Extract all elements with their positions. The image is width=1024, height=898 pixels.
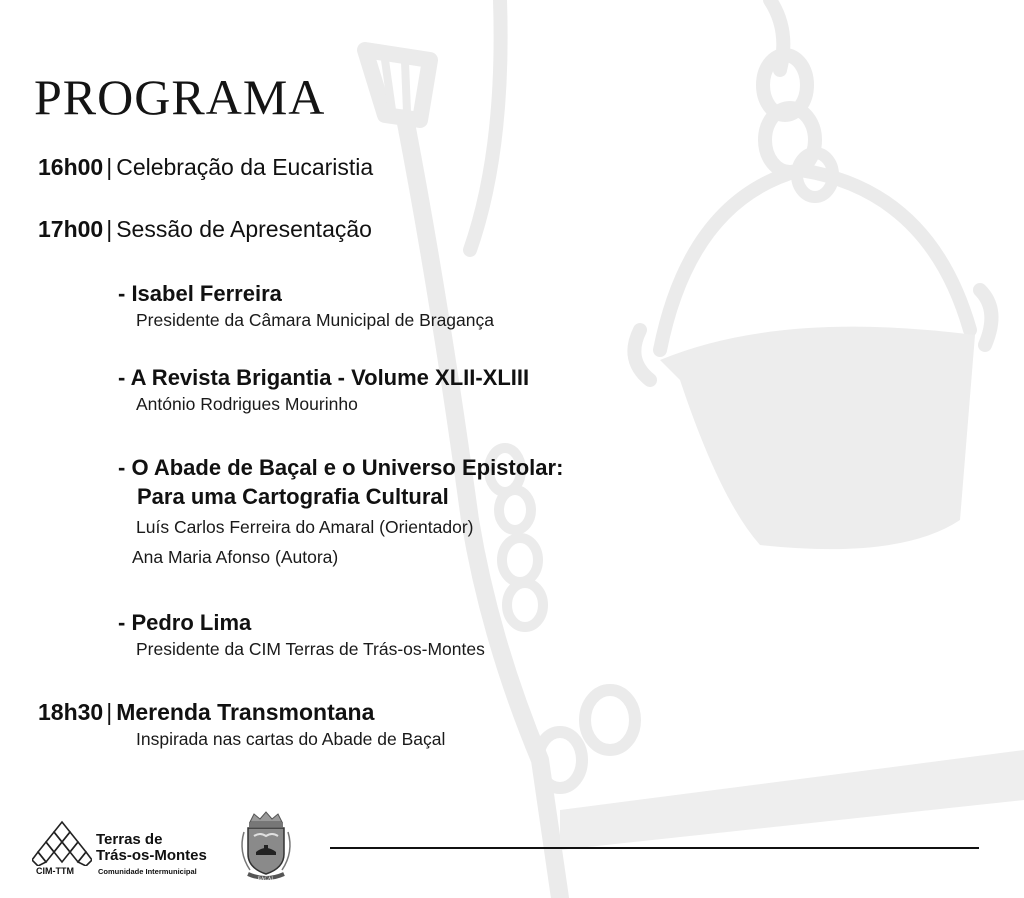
session-item (118, 279, 494, 332)
session-item (118, 608, 485, 661)
schedule-row (38, 215, 372, 243)
schedule-label: Merenda Transmontana (116, 699, 375, 725)
session-item-heading: - Pedro Lima (118, 610, 252, 635)
session-item-detail: António Rodrigues Mourinho (136, 394, 358, 414)
session-item-detail: Ana Maria Afonso (Autora) (132, 547, 339, 567)
coat-of-arms-icon (234, 810, 298, 882)
session-item-heading: - A Revista Brigantia - Volume XLII-XLIII (118, 365, 530, 390)
schedule-label: Sessão de Apresentação (116, 216, 372, 242)
cim-name-line1: Terras de (96, 831, 163, 848)
schedule-time: 18h30 (38, 699, 104, 725)
session-item-detail: Presidente da Câmara Municipal de Bragança (136, 310, 494, 330)
session-item-detail: Presidente da CIM Terras de Trás-os-Montes (136, 639, 485, 659)
cim-ttm-logo (30, 818, 230, 882)
session-item (118, 363, 529, 416)
footer-divider (330, 847, 979, 849)
schedule-subtitle: Inspirada nas cartas do Abade de Baçal (136, 729, 446, 749)
session-item-detail: Luís Carlos Ferreira do Amaral (Orientador) (136, 517, 474, 537)
schedule-time: 17h00 (38, 216, 104, 242)
session-item-heading: - O Abade de Baçal e o Universo Epistolar: (118, 455, 564, 480)
crest-label: BAÇAL (257, 877, 275, 882)
schedule-subtitle-block (118, 727, 445, 751)
schedule-separator: | (106, 699, 113, 725)
schedule-separator: | (106, 216, 113, 242)
cim-name-line2: Trás-os-Montes (96, 847, 207, 864)
schedule-time: 16h00 (38, 154, 104, 180)
schedule-row (38, 153, 373, 181)
cim-abbr: CIM-TTM (36, 866, 74, 876)
schedule-row (38, 698, 374, 726)
schedule-separator: | (106, 154, 113, 180)
session-item-heading-line2: Para uma Cartografia Cultural (137, 484, 449, 509)
session-item-heading: - Isabel Ferreira (118, 281, 282, 306)
page-title: PROGRAMA (34, 68, 326, 125)
session-item (118, 453, 563, 569)
diamond-lattice-icon (32, 820, 92, 866)
cim-tagline: Comunidade Intermunicipal (98, 867, 197, 876)
schedule-label: Celebração da Eucaristia (116, 154, 374, 180)
